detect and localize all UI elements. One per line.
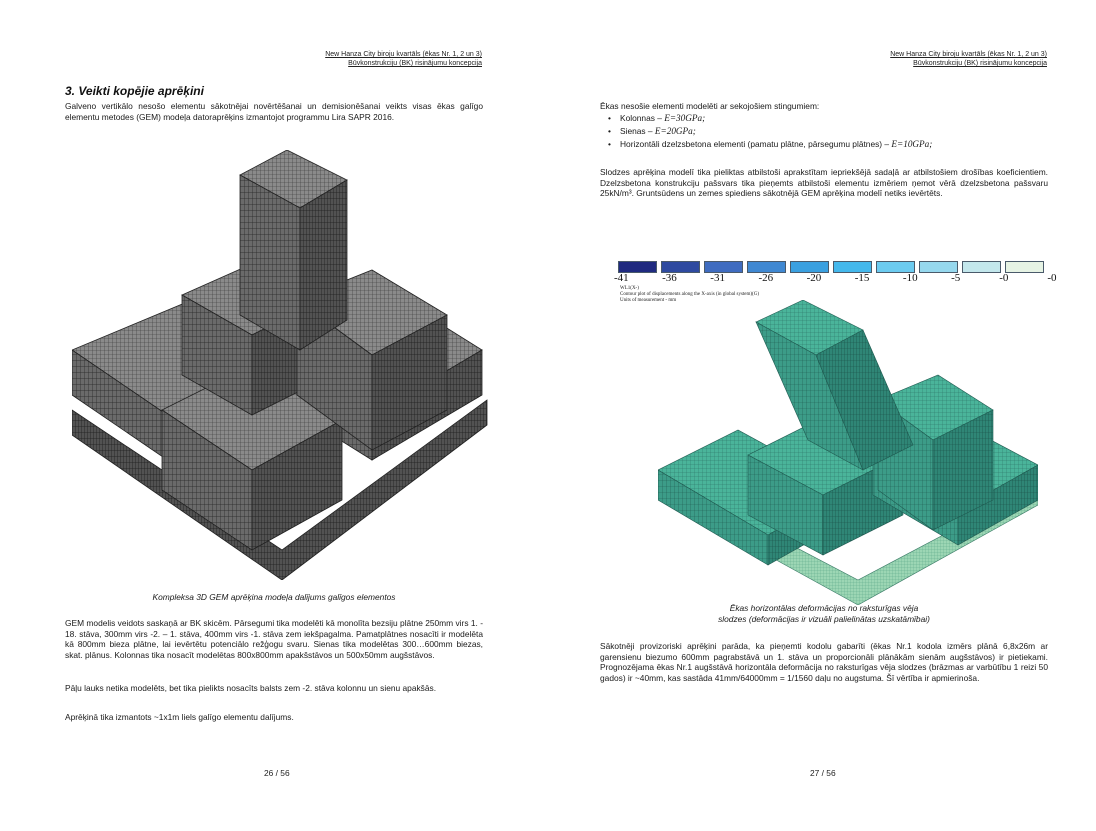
bullet-icon: • xyxy=(608,113,611,123)
legend-tick-label: -0 xyxy=(999,272,1009,284)
loads-paragraph: Slodzes aprēķina modelī tika pieliktas atbilstoši aprakstītam iepriekšējā sadaļā ar atbilstošiem drošības koeficientiem. Dzelzsbetona konstrukciju pašsvars tika pieņemts atbilstoši elementu izmēriem ņemot vērā dzelzsbetona pašsvaru 25kN/m³. Gruntsūdens un zemes spiediens sākotnējā GEM aprēķina modelī netiks ievērtēts. xyxy=(600,167,1048,199)
bullet-math: E=20GPa; xyxy=(654,126,696,136)
deformation-model-figure xyxy=(658,300,1038,605)
results-paragraph: Sākotnēji provizoriski aprēķini parāda, ka pieņemti kodolu gabarīti (ēkas Nr.1 kodola izmērs plānā 6,8x26m ar garensienu biezumo 600mm pagrabstāvā un 1. stāva un proporcionāli plānākām sienām augšstāvos) ir pietiekami. Prognozējama ēkas Nr.1 augšstāvā horizontāla deformācija no raksturīgas vēja slodzes (brāzmas ar varbūtību 1 reizi 50 gados) ir ~40mm, kas sastāda 41mm/64000mm = 1/1560 daļu no augstuma. Šī vērtība ir apmierinoša. xyxy=(600,641,1048,683)
paragraph-piles: Pāļu lauks netika modelēts, bet tika pielikts nosacīts balsts zem -2. stāva kolonnu un sienu apakšās. xyxy=(65,683,437,693)
page-27 xyxy=(548,0,1096,831)
section-title: 3. Veikti kopējie aprēķini xyxy=(65,84,204,98)
header-line-1: New Hanza City biroju kvartāls (ēkas Nr. 1, 2 un 3) xyxy=(325,51,482,58)
page-number: 26 / 56 xyxy=(264,768,290,778)
legend-tick-label: -36 xyxy=(662,272,677,284)
figure-caption-line-1: Ēkas horizontālas deformācijas no raksturīgas vēja xyxy=(729,603,919,613)
legend-tick-label: -31 xyxy=(710,272,725,284)
legend-load-case: WL1(X-) xyxy=(620,286,639,291)
header-line-2: Būvkonstrukciju (BK) risinājumu koncepcija xyxy=(348,60,482,67)
legend-units: Units of measurement - mm xyxy=(620,298,677,303)
bullet-icon: • xyxy=(608,126,611,136)
fem-model-figure xyxy=(72,150,492,580)
legend-labels xyxy=(614,272,1057,286)
bullet-math: E=10GPa; xyxy=(891,139,933,149)
stiffness-intro: Ēkas nesošie elementi modelēti ar sekojošiem stingumiem: xyxy=(600,101,820,111)
figure-caption: Kompleksa 3D GEM aprēķina modeļa dalījums galīgos elementos xyxy=(152,592,396,602)
legend-description: Contour plot of displacements along the X-axis (in global system)(G) xyxy=(620,292,760,297)
bullet-columns xyxy=(608,113,706,124)
legend-tick-label: -0 xyxy=(1047,272,1057,284)
page-number: 27 / 56 xyxy=(810,768,836,778)
bullet-math: E=30GPa; xyxy=(664,113,706,123)
bullet-walls xyxy=(608,126,696,137)
legend-tick-label: -20 xyxy=(806,272,822,284)
legend-tick-label: -15 xyxy=(854,272,870,284)
legend-tick-label: -10 xyxy=(902,272,918,284)
intro-paragraph: Galveno vertikālo nesošo elementu sākotnējai novērtēšanai un demisionēšanai veikts visas ēkas galīgo elementu metodes (GEM) modeļa datoraprēķins izmantojot programmu Lira SAPR 2016. xyxy=(65,101,483,122)
page-header xyxy=(325,50,482,68)
bullet-label: Kolonnas – xyxy=(620,113,665,123)
paragraph-mesh: Aprēķinā tika izmantots ~1x1m liels galīgo elementu dalījums. xyxy=(65,712,294,722)
header-line-2: Būvkonstrukciju (BK) risinājumu koncepcija xyxy=(913,60,1047,67)
page-header xyxy=(890,50,1047,68)
bullet-icon: • xyxy=(608,139,611,149)
legend-tick-label: -26 xyxy=(758,272,774,284)
legend-tick-label: -5 xyxy=(951,272,961,284)
bullet-slabs xyxy=(608,139,933,150)
paragraph-model: GEM modelis veidots saskaņā ar BK skicēm. Pārsegumi tika modelēti kā monolīta bezsiju plātne 250mm virs 1. - 18. stāva, 300mm virs -2. – 1. stāva, 400mm virs -1. stāva zem iekšpagalma. Pamatplātnes nosacīti ir modelēta kā 800mm bieza plātne, lai ievērtētu potenciālo režģogu svaru. Sienas tika modelētas 300…600mm biezas, skat. plānus. Kolonnas tika nosacīt modelētas 800x800mm apakšstāvos un 500x50mm augšstāvos. xyxy=(65,618,483,660)
legend-tick-label: -41 xyxy=(614,272,629,284)
figure-caption-line-2: slodzes (deformācijas ir vizuāli palielinātas uzskatāmībai) xyxy=(718,614,930,624)
header-line-1: New Hanza City biroju kvartāls (ēkas Nr. 1, 2 un 3) xyxy=(890,51,1047,58)
bullet-label: Horizontāli dzelzsbetona elementi (pamatu plātne, pārsegumu plātnes) – xyxy=(620,139,892,149)
bullet-label: Sienas – xyxy=(620,126,655,136)
